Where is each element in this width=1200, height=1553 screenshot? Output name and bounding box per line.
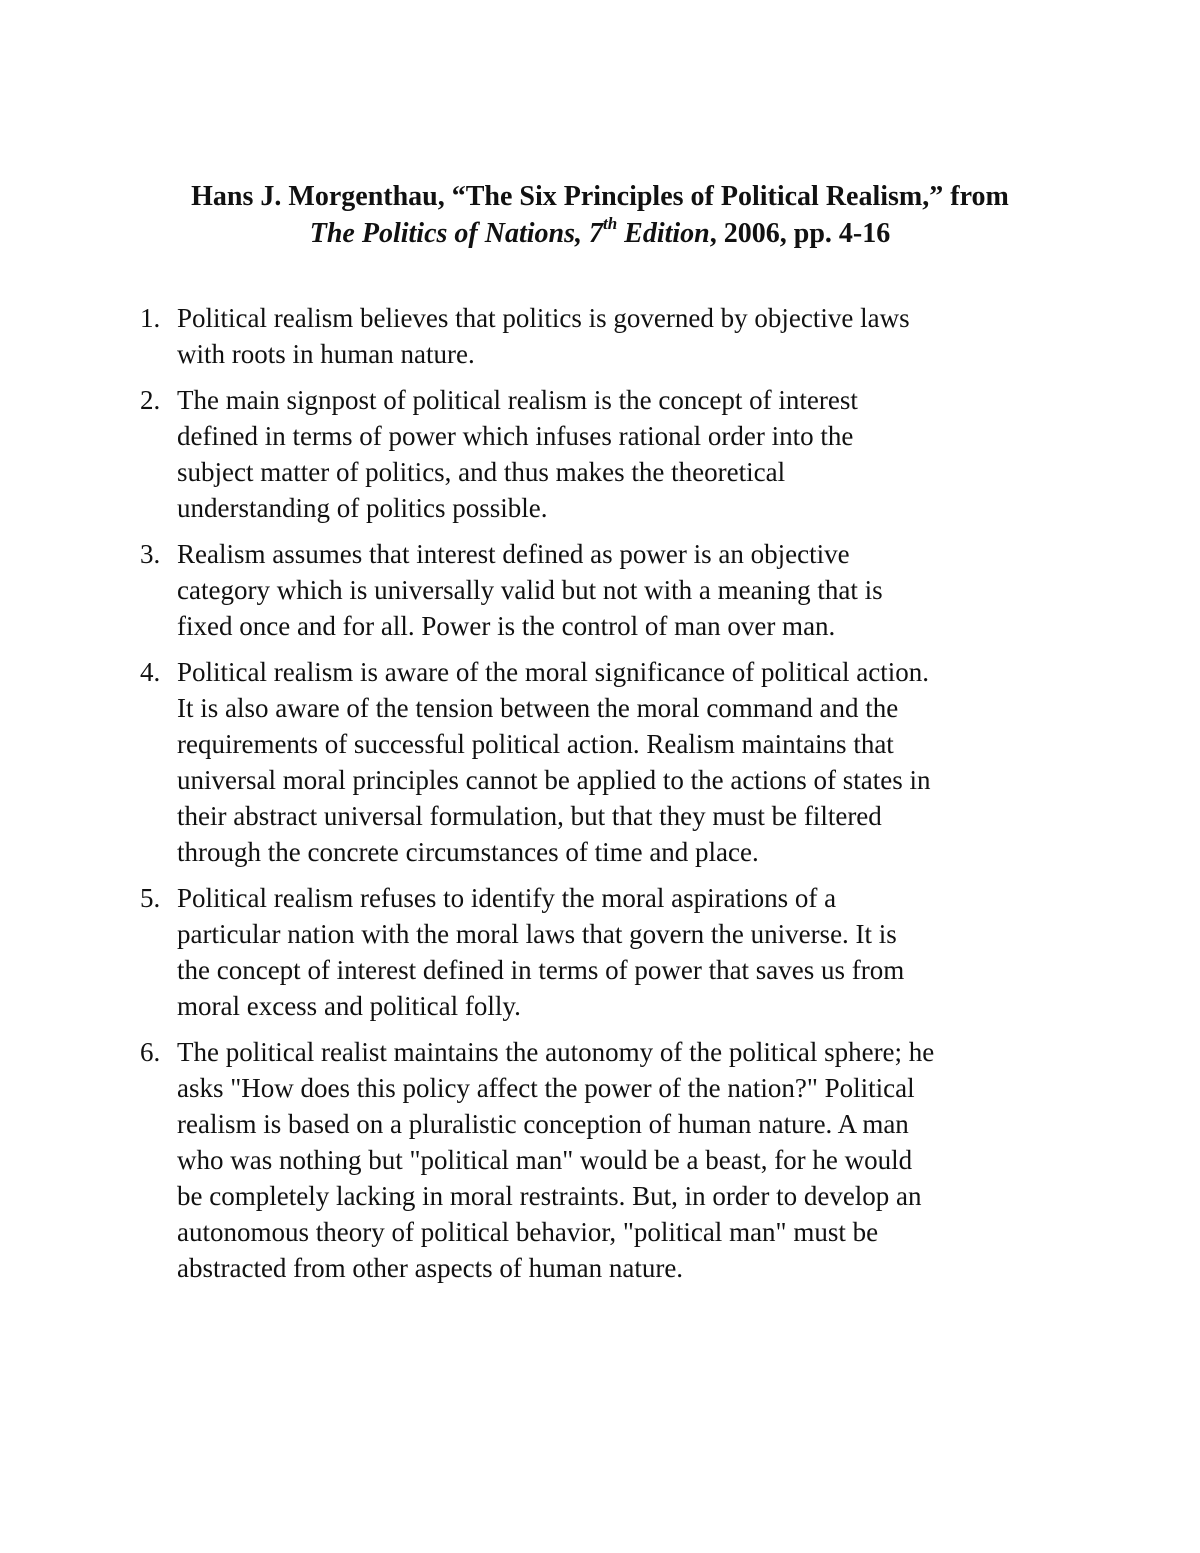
principle-number: 4. xyxy=(140,657,161,687)
principle-line: their abstract universal formulation, but that they must be filtered xyxy=(177,801,882,831)
principle-line: who was nothing but "political man" would be a beast, for he would xyxy=(177,1145,913,1175)
book-title xyxy=(309,213,710,249)
principles-list xyxy=(140,300,1080,1296)
principle-line: understanding of politics possible. xyxy=(177,493,548,523)
principle-number: 3. xyxy=(140,539,161,569)
principle-line: requirements of successful political action. Realism maintains that xyxy=(177,729,894,759)
principle-line: the concept of interest defined in terms of power that saves us from xyxy=(177,955,905,985)
principle-line: category which is universally valid but not with a meaning that is xyxy=(177,575,883,605)
heading-line-1: Hans J. Morgenthau, “The Six Principles of Political Realism,” from xyxy=(191,181,1009,212)
principle-line: Realism assumes that interest defined as power is an objective xyxy=(177,539,850,569)
principle-item-4 xyxy=(140,654,1080,870)
principle-item-3 xyxy=(140,536,1080,644)
principle-line: Political realism refuses to identify the moral aspirations of a xyxy=(177,883,837,913)
principle-item-5 xyxy=(140,880,1080,1024)
principle-line: subject matter of politics, and thus makes the theoretical xyxy=(177,457,786,487)
principle-number: 5. xyxy=(140,883,161,913)
principle-number: 6. xyxy=(140,1037,161,1067)
principle-line: through the concrete circumstances of time and place. xyxy=(177,837,759,867)
principle-line: universal moral principles cannot be applied to the actions of states in xyxy=(177,765,931,795)
principle-line: defined in terms of power which infuses rational order into the xyxy=(177,421,854,451)
book-title-text: The Politics of Nations, 7 xyxy=(309,218,603,249)
principle-number: 2. xyxy=(140,385,161,415)
document-heading xyxy=(100,178,1100,252)
edition-label: Edition xyxy=(617,218,710,249)
principle-line: Political realism is aware of the moral significance of political action. xyxy=(177,657,929,687)
principle-line: moral excess and political folly. xyxy=(177,991,521,1021)
principle-line: abstracted from other aspects of human nature. xyxy=(177,1253,684,1283)
principle-line: be completely lacking in moral restraints. But, in order to develop an xyxy=(177,1181,922,1211)
principle-item-2 xyxy=(140,382,1080,526)
principle-number: 1. xyxy=(140,303,161,333)
principle-line: fixed once and for all. Power is the control of man over man. xyxy=(177,611,836,641)
principle-line: particular nation with the moral laws that govern the universe. It is xyxy=(177,919,897,949)
principle-line: Political realism believes that politics is governed by objective laws xyxy=(177,303,910,333)
principle-line: The main signpost of political realism is the concept of interest xyxy=(177,385,858,415)
principle-line: with roots in human nature. xyxy=(177,339,475,369)
edition-superscript: th xyxy=(602,213,618,233)
publication-details: , 2006, pp. 4-16 xyxy=(709,218,891,249)
principle-line: It is also aware of the tension between the moral command and the xyxy=(177,693,899,723)
heading-line-2 xyxy=(100,215,1100,252)
principle-line: asks "How does this policy affect the power of the nation?" Political xyxy=(177,1073,915,1103)
principle-line: realism is based on a pluralistic conception of human nature. A man xyxy=(177,1109,909,1139)
principle-item-1 xyxy=(140,300,1080,372)
principle-line: autonomous theory of political behavior, "political man" must be xyxy=(177,1217,879,1247)
principle-line: The political realist maintains the autonomy of the political sphere; he xyxy=(177,1037,935,1067)
principle-item-6 xyxy=(140,1034,1080,1286)
